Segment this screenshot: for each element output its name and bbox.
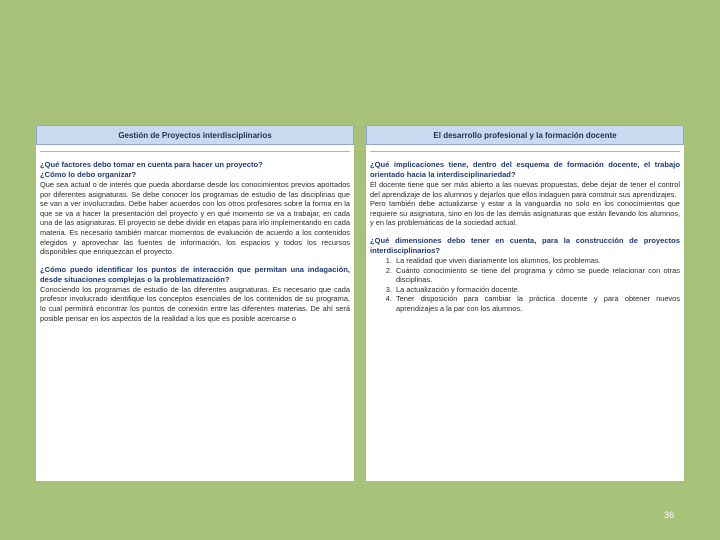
left-panel-title: Gestión de Proyectos interdisciplinarios [36,125,354,145]
right-panel [366,125,684,481]
list-item: 4. Tener disposición para cambiar la práctica docente y para obtener nuevos aprendizajes a la par con los alumnos. [394,294,680,313]
left-question-3: ¿Cómo puedo identificar los puntos de interacción que permitan una indagación, desde situaciones complejas o la problematización? [40,264,350,284]
list-item: 1. La realidad que viven diariamente los alumnos, los problemas. [394,256,680,266]
right-question-2: ¿Qué dimensiones debo tener en cuenta, para la construcción de proyectos interdisciplinarios? [370,235,680,255]
left-paragraph-2: Conociendo los programas de estudio de las diferentes asignaturas. Es necesario que cada profesor involucrado identifique los conceptos esenciales de los contenidos de su programa, lo cual permitirá encontrar los puntos de conexión entre las diferentes materias. De ahí será posible pensar en los aspectos de la realidad a los que es posible acercarse o [40,284,350,323]
list-item: 3. La actualización y formación docente. [394,285,680,295]
right-panel-title: El desarrollo profesional y la formación docente [366,125,684,145]
left-question-2: ¿Cómo lo debo organizar? [40,170,137,179]
right-paragraph-2: Pero también debe actualizarse y estar a la vanguardia no solo en los conocimientos que requiere su asignatura, sino en los de las demás asignaturas que están llevando los alumnos, y en las problemáticas de la sociedad actual. [370,199,680,228]
left-paragraph-1: Que sea actual o de interés que pueda abordarse desde los conocimientos previos aportados por diferentes asignaturas. Se debe conocer los programas de estudio de las disciplinas que se van a ver involucradas. Debe haber acuerdos con los otros profesores sobre la forma en la que se va a hacer la presentación del proyecto y en qué momento se va a trabajar, en cada una de las asignaturas. El proyecto se debe dividir en etapas para irlo implementando en cada materia. Es necesario también marcar momentos de evaluación de acuerdo a los contenidos elegidos y aprovechar las fuentes de información, los espacios y todos los recursos disponibles que enriquezcan el proyecto. [40,180,350,257]
left-separator [40,151,350,152]
page-number: 36 [664,510,675,520]
right-paragraph-1: El docente tiene que ser más abierto a las nuevas propuestas, debe dejar de tener el control del aprendizaje de los alumnos y dejarlos que ellos indaguen para construir sus aprendizajes. [370,180,680,199]
left-panel [36,125,354,481]
right-question-1: ¿Qué implicaciones tiene, dentro del esquema de formación docente, el trabajo orientado hacia la interdisciplinariedad? [370,160,680,179]
list-item: 2. Cuánto conocimiento se tiene del programa y cómo se puede relacionar con otras disciplinas. [394,266,680,285]
right-separator [370,151,680,152]
dimensions-list [370,256,680,314]
left-question-1: ¿Qué factores debo tomar en cuenta para hacer un proyecto? [40,160,263,169]
